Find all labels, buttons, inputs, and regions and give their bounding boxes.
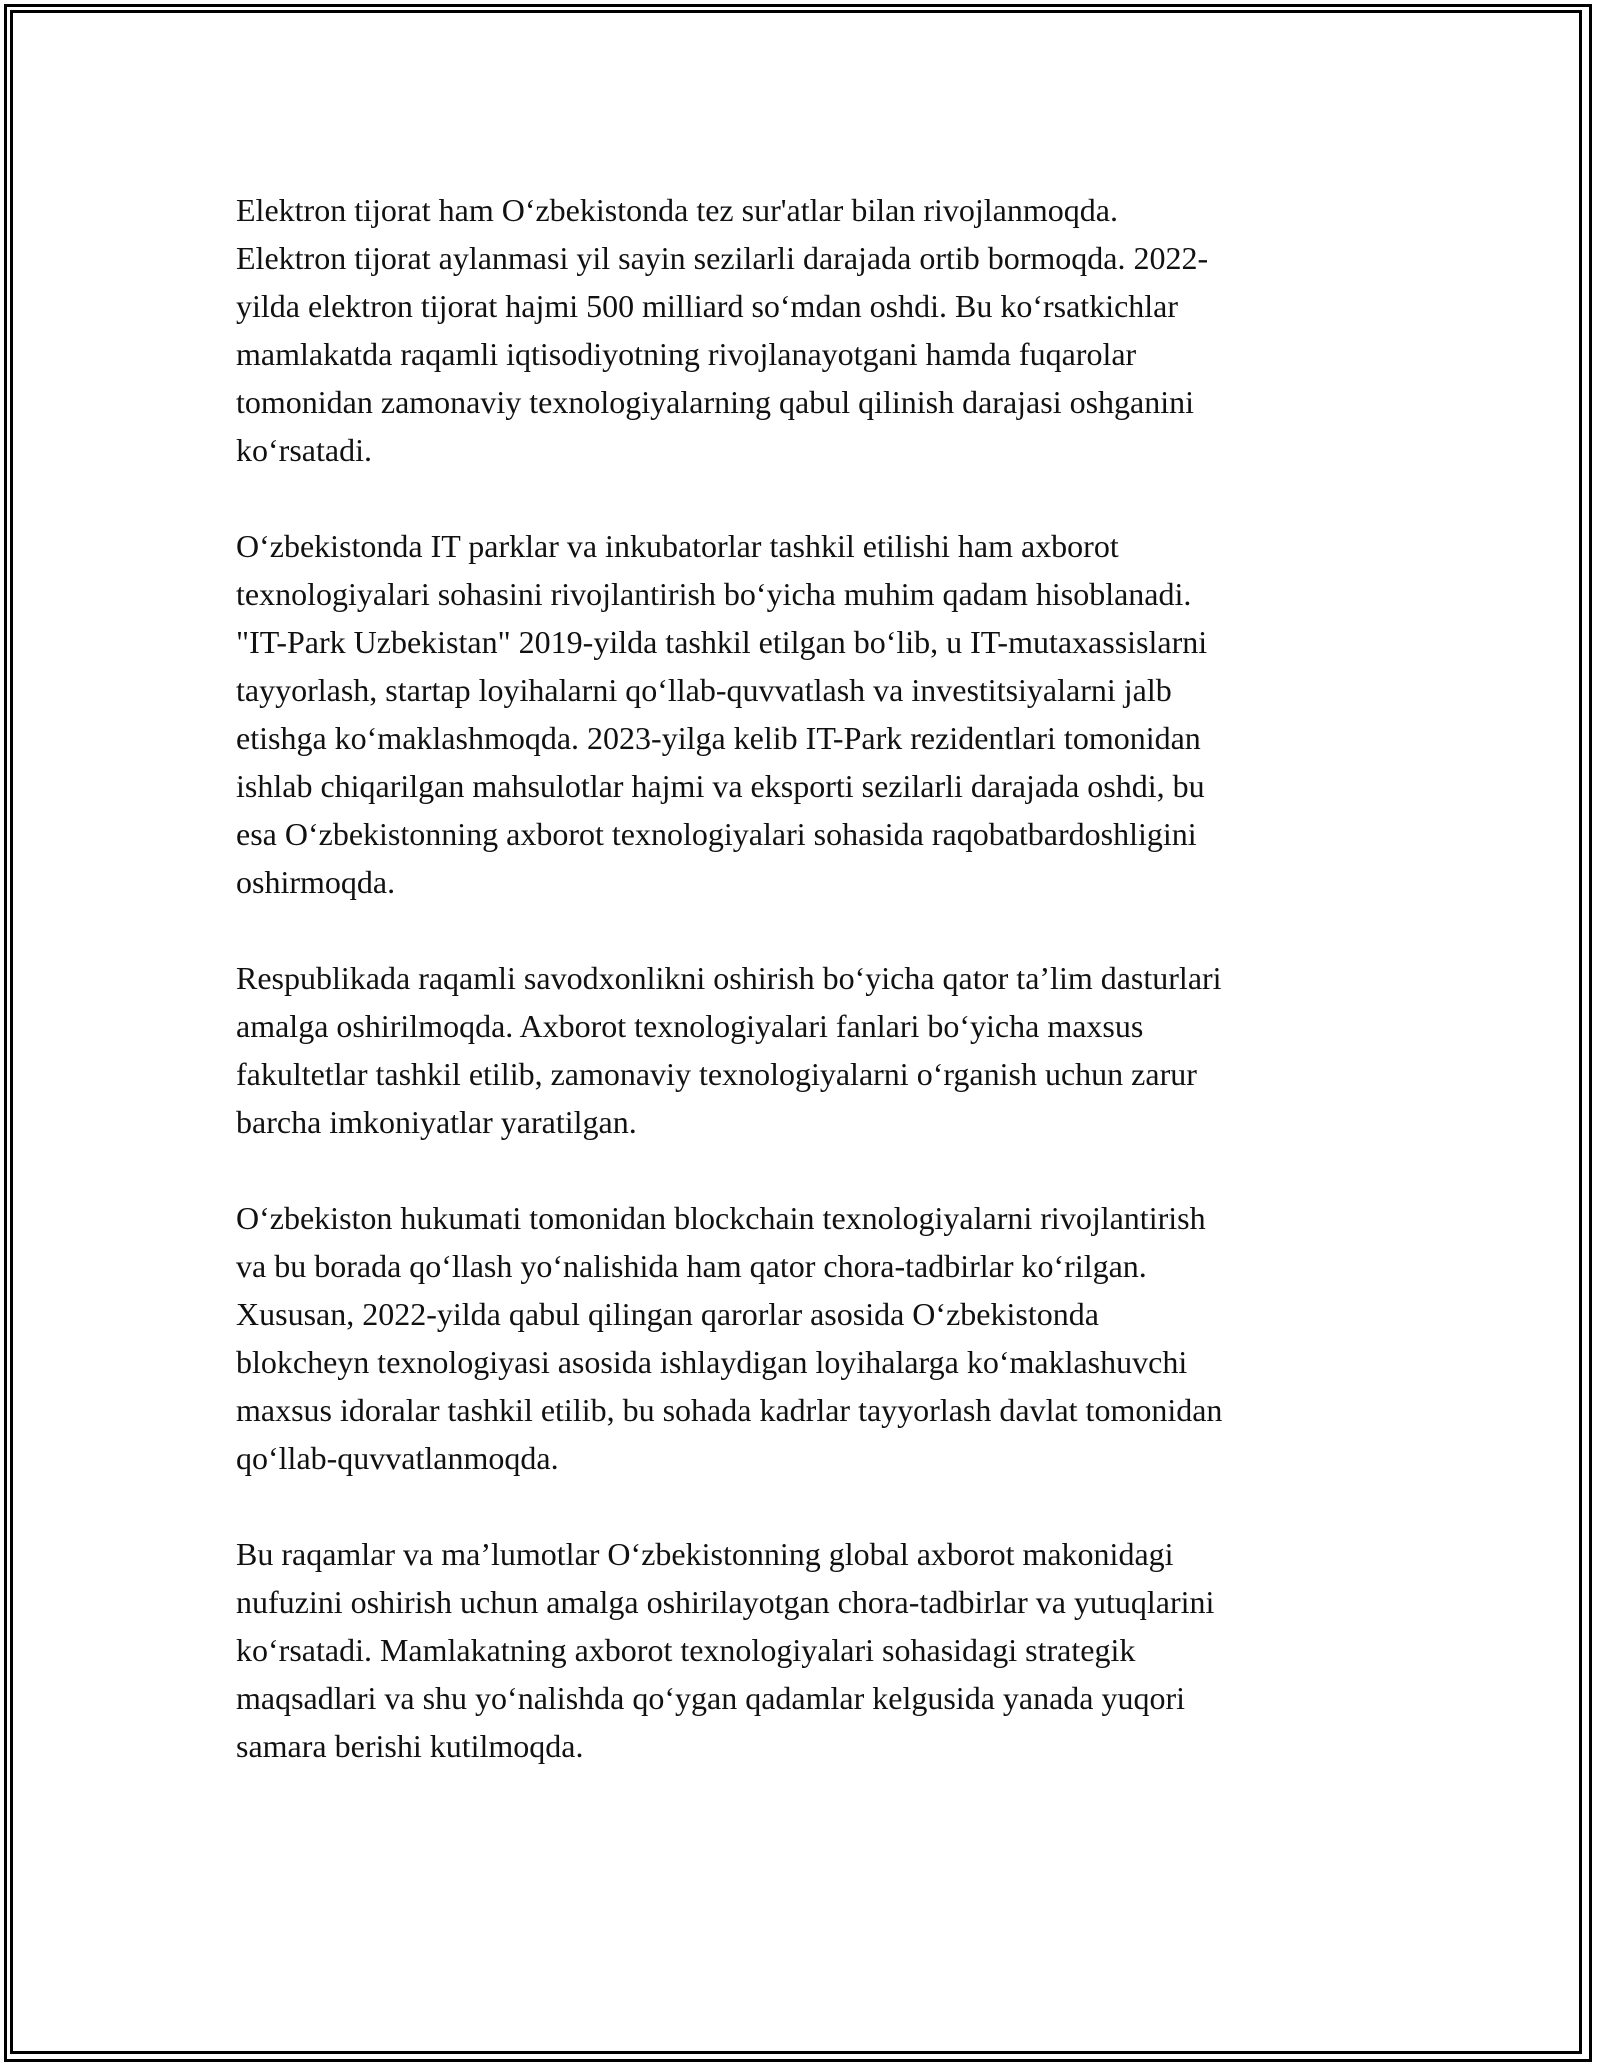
text-line: nufuzini oshirish uchun amalga oshirilayotgan chora-tadbirlar va yutuqlarini <box>236 1584 1215 1620</box>
text-line: Elektron tijorat ham O‘zbekistonda tez sur'atlar bilan rivojlanmoqda. <box>236 192 1118 228</box>
text-line: maxsus idoralar tashkil etilib, bu sohada kadrlar tayyorlash davlat tomonidan <box>236 1392 1223 1428</box>
text-line: oshirmoqda. <box>236 864 396 900</box>
text-line: Respublikada raqamli savodxonlikni oshirish bo‘yicha qator ta’lim dasturlari <box>236 960 1222 996</box>
paragraph-ecommerce <box>236 186 1386 474</box>
text-line: qo‘llab-quvvatlanmoqda. <box>236 1440 559 1476</box>
text-line: "IT-Park Uzbekistan" 2019-yilda tashkil etilgan bo‘lib, u IT-mutaxassislarni <box>236 624 1208 660</box>
text-line: yilda elektron tijorat hajmi 500 milliard so‘mdan oshdi. Bu ko‘rsatkichlar <box>236 288 1179 324</box>
text-line: texnologiyalari sohasini rivojlantirish bo‘yicha muhim qadam hisoblanadi. <box>236 576 1192 612</box>
text-line: Xususan, 2022-yilda qabul qilingan qarorlar asosida O‘zbekistonda <box>236 1296 1099 1332</box>
document-body <box>236 186 1386 1770</box>
text-line: ko‘rsatadi. <box>236 432 372 468</box>
text-line: amalga oshirilmoqda. Axborot texnologiyalari fanlari bo‘yicha maxsus <box>236 1008 1144 1044</box>
text-line: Elektron tijorat aylanmasi yil sayin sezilarli darajada ortib bormoqda. 2022- <box>236 240 1209 276</box>
paragraph-blockchain <box>236 1194 1386 1482</box>
paragraph-it-parks <box>236 522 1386 906</box>
text-line: ishlab chiqarilgan mahsulotlar hajmi va eksporti sezilarli darajada oshdi, bu <box>236 768 1205 804</box>
text-line: fakultetlar tashkil etilib, zamonaviy texnologiyalarni o‘rganish uchun zarur <box>236 1056 1197 1092</box>
text-line: maqsadlari va shu yo‘nalishda qo‘ygan qadamlar kelgusida yanada yuqori <box>236 1680 1186 1716</box>
text-line: mamlakatda raqamli iqtisodiyotning rivojlanayotgani hamda fuqarolar <box>236 336 1137 372</box>
text-line: etishga ko‘maklashmoqda. 2023-yilga kelib IT-Park rezidentlari tomonidan <box>236 720 1201 756</box>
text-line: tayyorlash, startap loyihalarni qo‘llab-quvvatlash va investitsiyalarni jalb <box>236 672 1172 708</box>
text-line: samara berishi kutilmoqda. <box>236 1728 584 1764</box>
paragraph-digital-literacy <box>236 954 1386 1146</box>
text-line: ko‘rsatadi. Mamlakatning axborot texnologiyalari sohasidagi strategik <box>236 1632 1136 1668</box>
paragraph-conclusion <box>236 1530 1386 1770</box>
text-line: blokcheyn texnologiyasi asosida ishlaydigan loyihalarga ko‘maklashuvchi <box>236 1344 1188 1380</box>
text-line: O‘zbekistonda IT parklar va inkubatorlar tashkil etilishi ham axborot <box>236 528 1119 564</box>
text-line: Bu raqamlar va ma’lumotlar O‘zbekistonning global axborot makonidagi <box>236 1536 1174 1572</box>
text-line: tomonidan zamonaviy texnologiyalarning qabul qilinish darajasi oshganini <box>236 384 1195 420</box>
text-line: esa O‘zbekistonning axborot texnologiyalari sohasida raqobatbardoshligini <box>236 816 1197 852</box>
text-line: va bu borada qo‘llash yo‘nalishida ham qator chora-tadbirlar ko‘rilgan. <box>236 1248 1147 1284</box>
text-line: O‘zbekiston hukumati tomonidan blockchain texnologiyalarni rivojlantirish <box>236 1200 1206 1236</box>
text-line: barcha imkoniyatlar yaratilgan. <box>236 1104 637 1140</box>
